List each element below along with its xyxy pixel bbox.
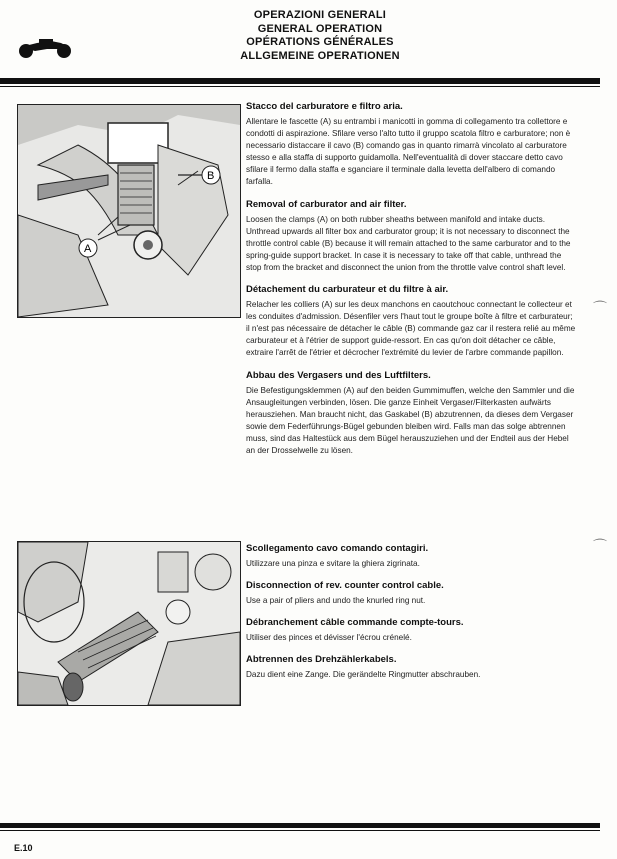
text-italian: Utilizzare una pinza e svitare la ghiera zigrinata. [246, 559, 420, 568]
label-b: B [207, 170, 215, 182]
heading-german: Abtrennen des Drehzählerkabels. [246, 654, 397, 666]
heading-english: Disconnection of rev. counter control cable. [246, 580, 444, 592]
section-rev-counter [246, 542, 576, 690]
rev-counter-drawing-icon [18, 542, 240, 705]
motorcycle-logo-icon [17, 37, 73, 59]
label-a: A [84, 243, 92, 255]
text-french: Utiliser des pinces et dévisser l'écrou crénelé. [246, 633, 412, 643]
text-english: Loosen the clamps (A) on both rubber sheaths between manifold and intake ducts. Unthread upwards all filter box and carburator group; it is not necessary to disconnect the throttle control cable (B) because it will remain attached to the same carburator and to the spring-guide support bracket. In case it is necessary to take off that cable, unthread the stop from the bracket and disconnect the union from the throttle valve control shaft level. [246, 214, 571, 272]
footer-rule [0, 823, 600, 828]
carburetor-figure [17, 104, 241, 318]
page-number: E.10 [14, 843, 33, 853]
heading-french: Détachement du carburateur et du filtre à air. [246, 284, 449, 296]
text-italian: Allentare le fascette (A) su entrambi i manicotti in gomma di collegamento tra collettore e condotti di aspirazione. Sfilare verso l'alto tutto il gruppo scatola filtro e carburatore; non è necessario distaccare il cavo (B) comando gas in quanto rimarrà vincolato al carburatore stesso e alla staffa di supporto guidamolla. Nell'eventualità di dover staccare detto cavo sfilare il fermo dalla staffa e sganciare il terminale dalla levetta dell'albero di comando farfalla. [246, 117, 571, 187]
text-english: Use a pair of pliers and undo the knurled ring nut. [246, 596, 426, 606]
text-french: Relacher les colliers (A) sur les deux manchons en caoutchouc connectant le collecteur et les conduites d'admission. Désenfiler vers l'haut tout le groupe boîte à filtre et carburateur; il n'est pas nécessaire de détacher le câble (B) commande gaz car il restera relié au même carburateur et à l'étrier de support guide-ressort. En cas qu'on doit détacher ce câble, extraire l'arrêt de l'étrier et décrocher l'extrémité du levier de l'arbre commande papillon. [246, 300, 576, 358]
title-italian: OPERAZIONI GENERALI [253, 9, 387, 21]
heading-french: Débranchement câble commande compte-tours. [246, 617, 464, 629]
heading-english: Removal of carburator and air filter. [246, 198, 407, 210]
heading-italian: Stacco del carburatore e filtro aria. [246, 101, 403, 112]
heading-italian: Scollegamento cavo comando contagiri. [246, 543, 429, 554]
page-curl-icon: ⌒ [593, 300, 607, 316]
header-rule [0, 78, 600, 84]
rev-counter-figure [17, 541, 241, 706]
footer-rule-thin [0, 830, 600, 831]
header-titles [180, 9, 460, 63]
section-carburetor-removal [246, 100, 576, 466]
heading-german: Abbau des Vergasers und des Luftfilters. [246, 369, 431, 381]
page-curl-icon: ⌒ [593, 538, 607, 554]
text-german: Die Befestigungsklemmen (A) auf den beiden Gummimuffen, welche den Sammler und die Ansaugleitungen verbinden, lösen. Die ganze Einheit Vergaser/Filterkasten aufwärts herausziehen. Man braucht nicht, das Gaskabel (B) abzutrennen, da dieses dem Vergaser sowie dem Federführungs-Bügel gebunden bleiben wird. Falls man das solge abtrennen muss, sind das Haltestück aus dem Bügel herauszuziehen und der Endteil aus der Hebel an der Drosselwelle zu lösen. [246, 385, 575, 455]
carburetor-drawing-icon [18, 105, 240, 317]
title-french: OPÉRATIONS GÉNÉRALES [246, 36, 394, 48]
header-rule-thin [0, 86, 600, 87]
page-header [0, 0, 617, 90]
title-german: ALLGEMEINE OPERATIONEN [240, 49, 400, 62]
text-german: Dazu dient eine Zange. Die gerändelte Ringmutter abschrauben. [246, 670, 481, 680]
title-english: GENERAL OPERATION [257, 22, 383, 35]
